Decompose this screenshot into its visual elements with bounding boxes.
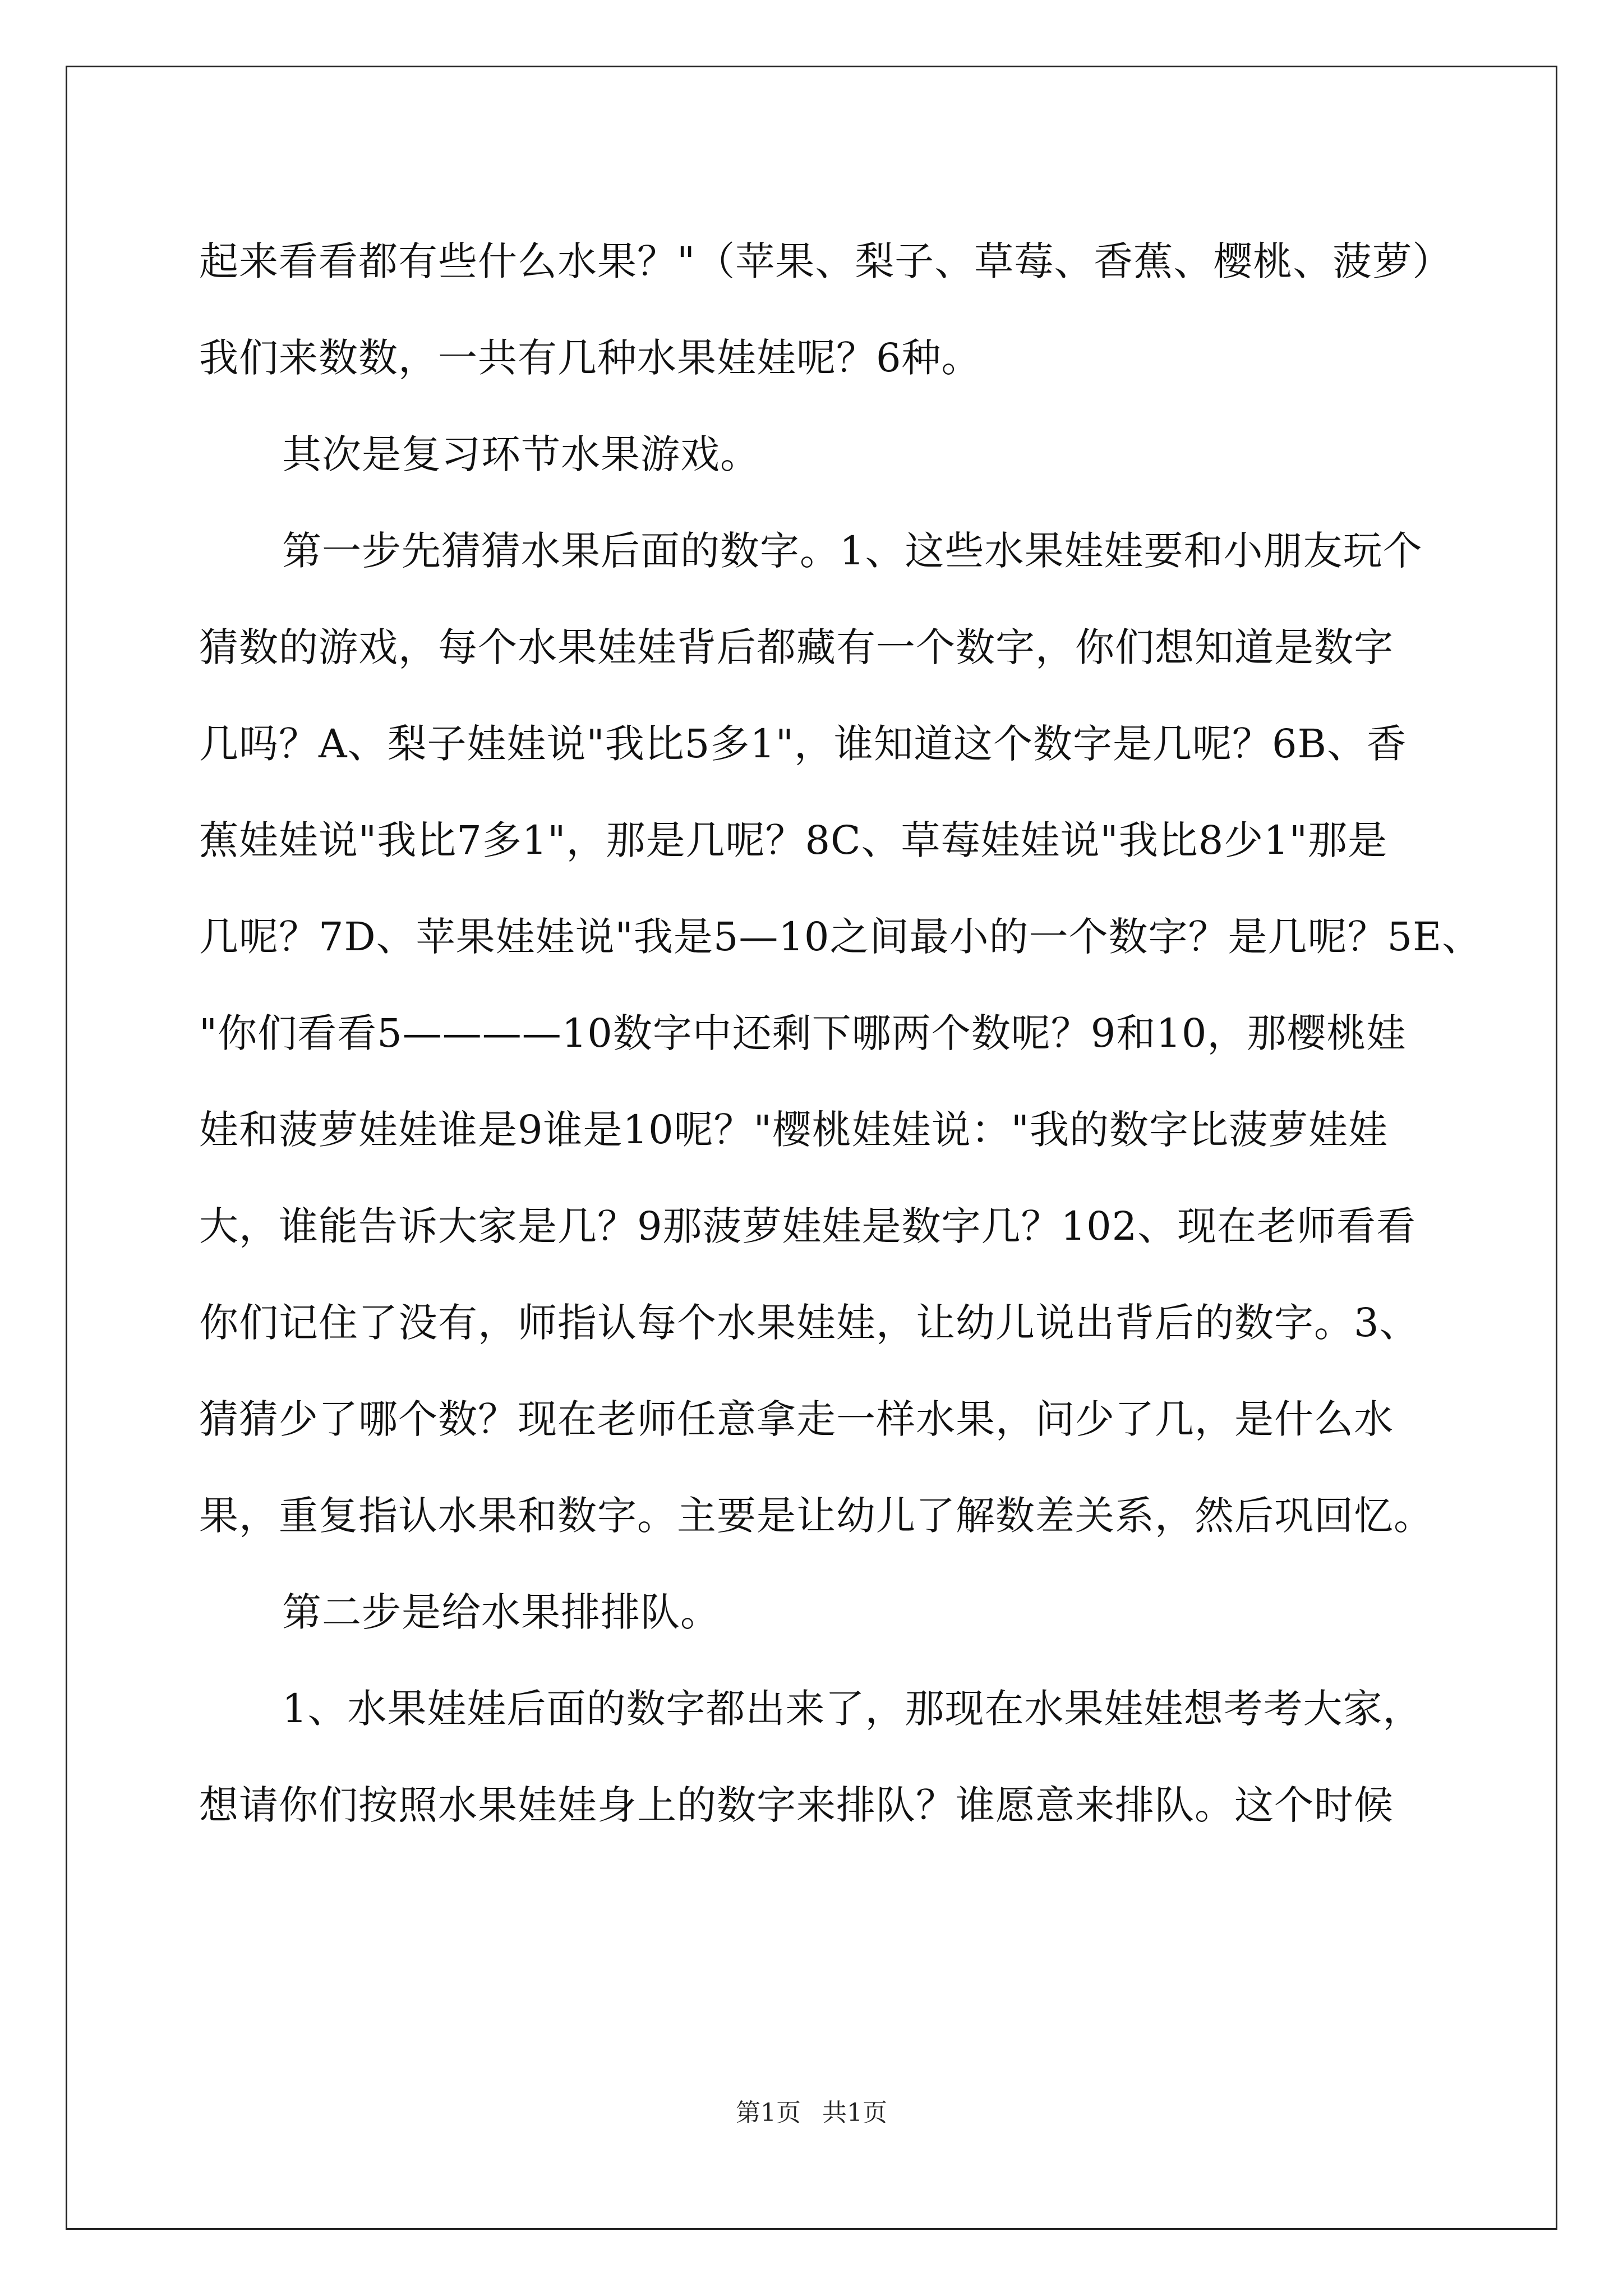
page-number: 第1页	[736, 2099, 801, 2127]
text-line: 1、水果娃娃后面的数字都出来了，那现在水果娃娃想考考大家，	[282, 1686, 1423, 1732]
page-footer	[0, 2092, 1623, 2128]
text-line: "你们看看5————10数字中还剩下哪两个数呢？9和10，那樱桃娃	[199, 1010, 1407, 1056]
document-body	[199, 213, 1482, 1853]
text-line: 你们记住了没有，师指认每个水果娃娃，让幼儿说出背后的数字。3、	[199, 1300, 1419, 1346]
text-line: 果，重复指认水果和数字。主要是让幼儿了解数差关系，然后巩回忆。	[199, 1493, 1433, 1539]
text-line: 猜猜少了哪个数？现在老师任意拿走一样水果，问少了几，是什么水	[199, 1396, 1394, 1442]
text-line: 大，谁能告诉大家是几？9那菠萝娃娃是数字几？102、现在老师看看	[199, 1203, 1417, 1249]
text-line: 想请你们按照水果娃娃身上的数字来排队？谁愿意来排队。这个时候	[199, 1782, 1394, 1828]
text-line: 其次是复习环节水果游戏。	[282, 431, 760, 477]
text-line: 起来看看都有些什么水果？"（苹果、梨子、草莓、香蕉、樱桃、菠萝）	[199, 238, 1453, 284]
text-line: 第二步是给水果排排队。	[282, 1589, 720, 1635]
text-line: 几吗？A、梨子娃娃说"我比5多1"，谁知道这个数字是几呢？6B、香	[199, 721, 1407, 767]
page-total: 共1页	[822, 2099, 887, 2127]
text-line: 娃和菠萝娃娃谁是9谁是10呢？"樱桃娃娃说："我的数字比菠萝娃娃	[199, 1107, 1389, 1153]
text-line: 蕉娃娃说"我比7多1"，那是几呢？8C、草莓娃娃说"我比8少1"那是	[199, 817, 1388, 863]
text-line: 我们来数数，一共有几种水果娃娃呢？6种。	[199, 335, 981, 381]
text-line: 几呢？7D、苹果娃娃说"我是5—10之间最小的一个数字？是几呢？5E、	[199, 914, 1482, 960]
text-line: 猜数的游戏，每个水果娃娃背后都藏有一个数字，你们想知道是数字	[199, 624, 1394, 670]
text-line: 第一步先猜猜水果后面的数字。1、这些水果娃娃要和小朋友玩个	[282, 528, 1423, 574]
